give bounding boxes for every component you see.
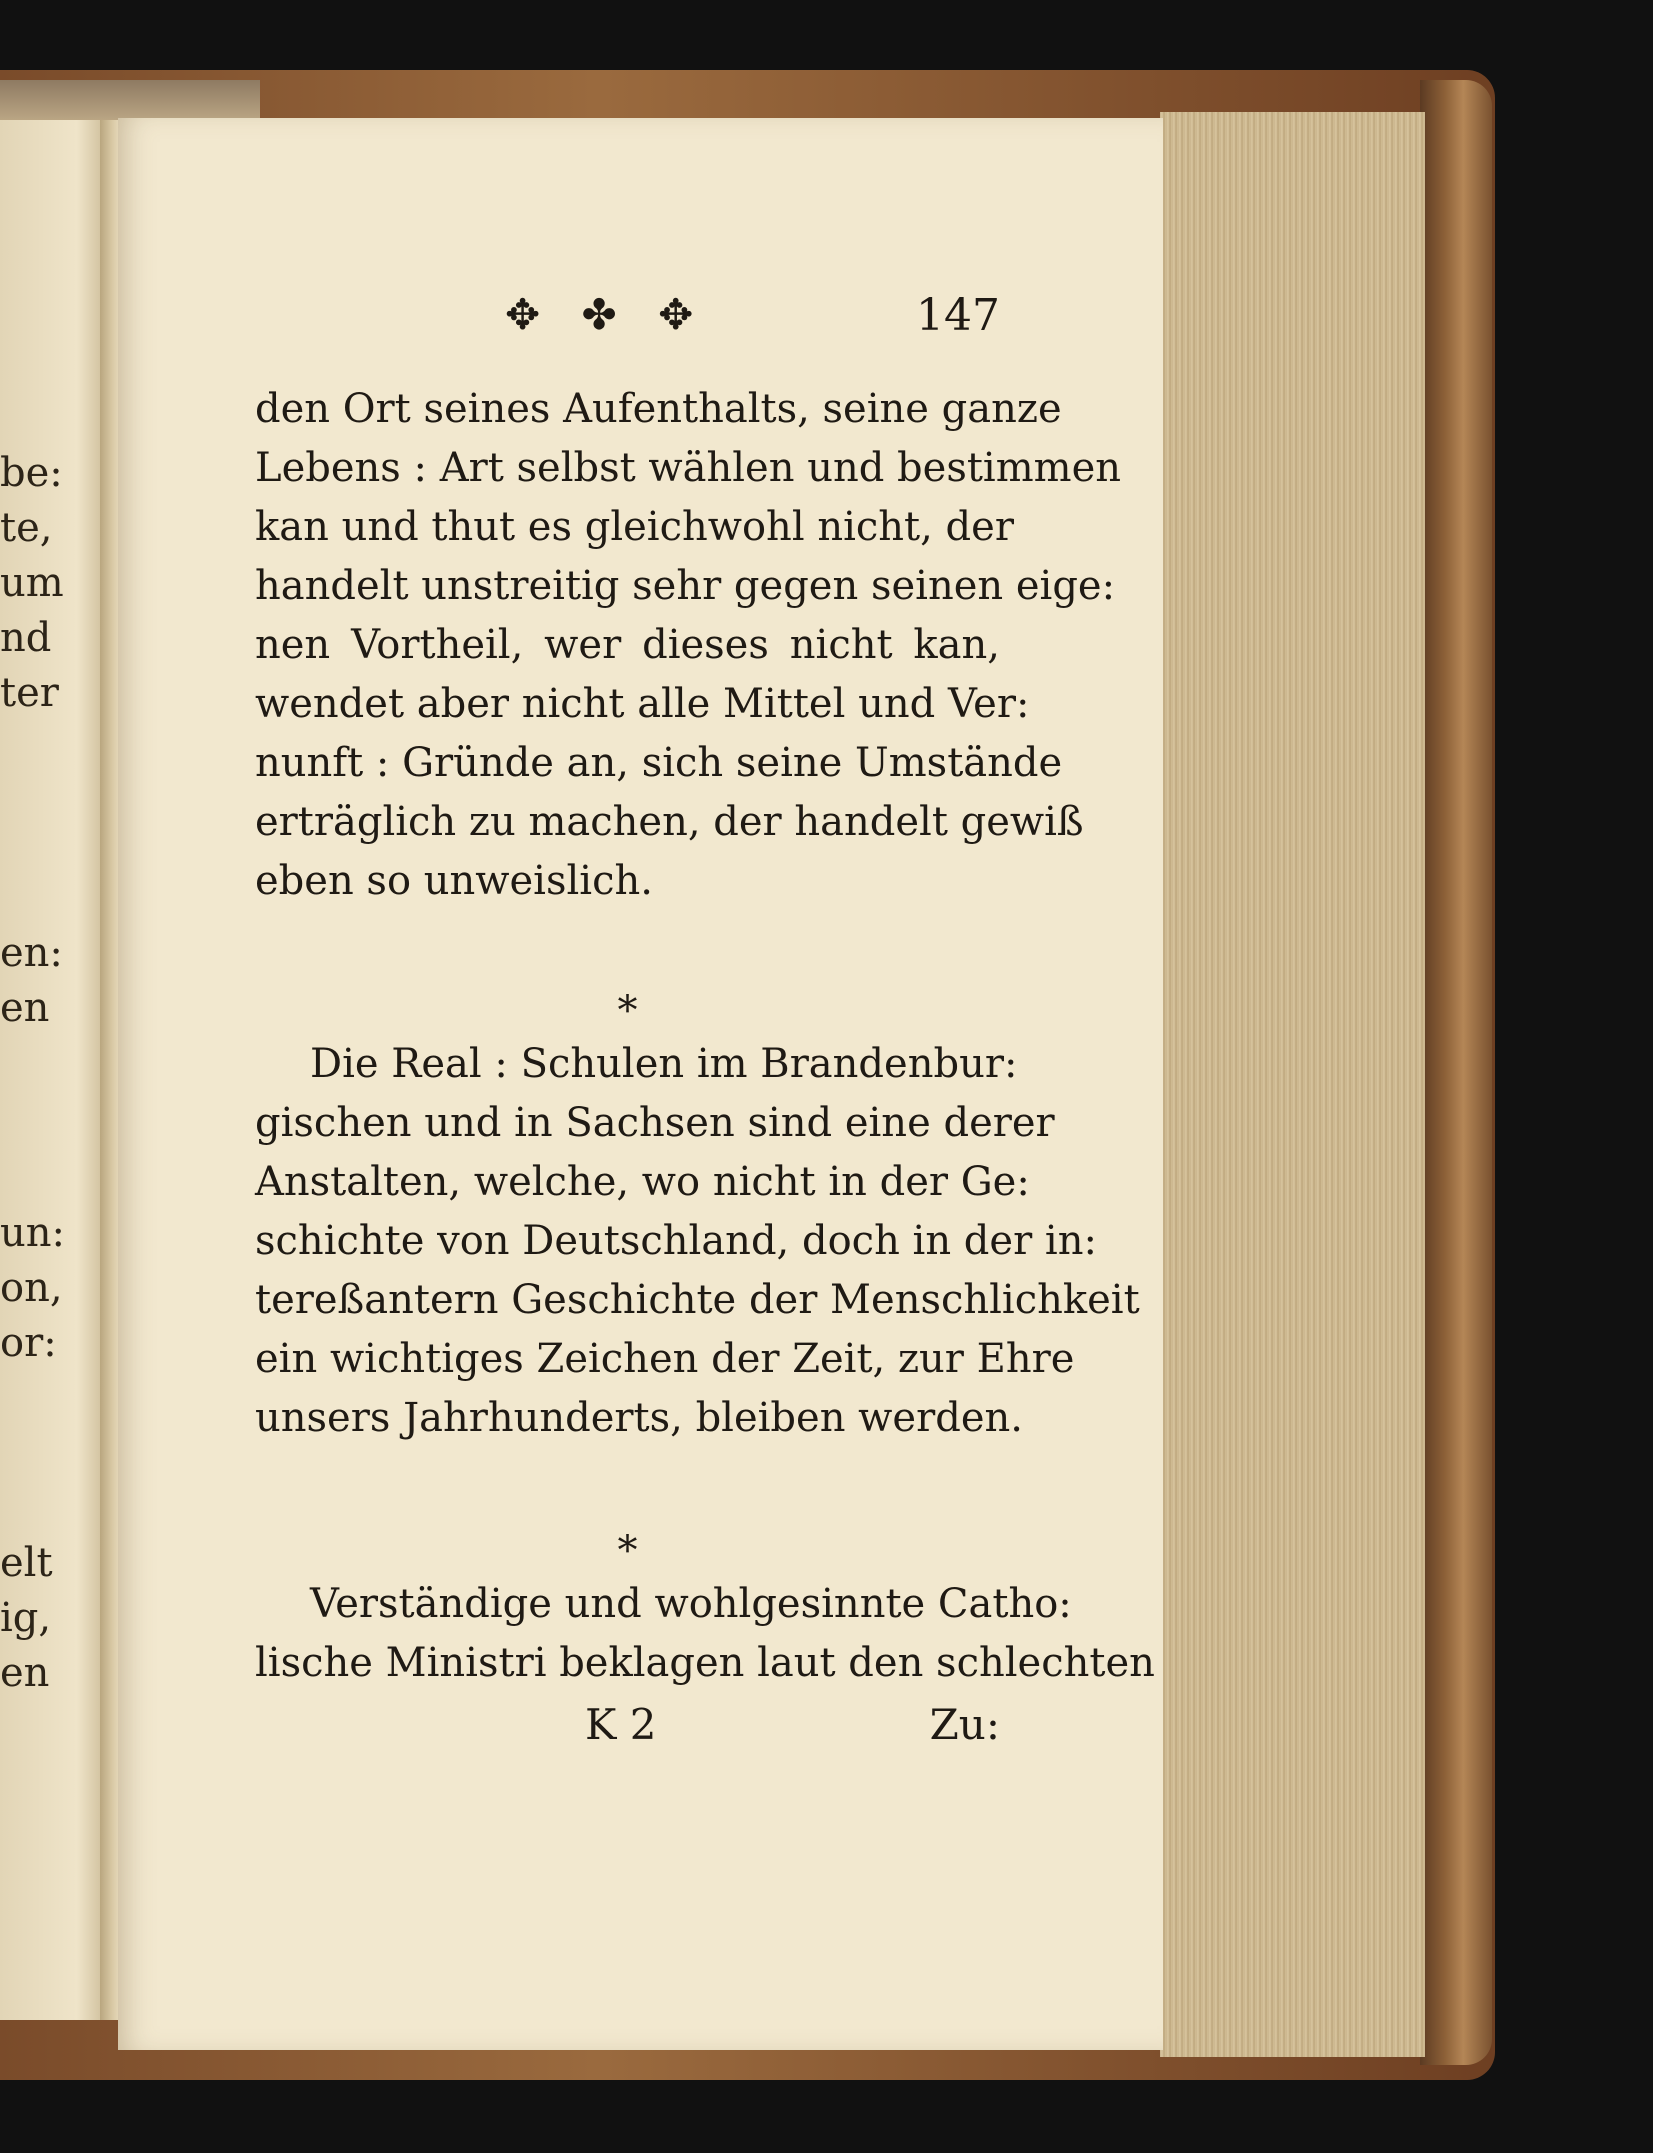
- left-page: [0, 120, 110, 2020]
- left-page-fragment: um: [0, 560, 64, 606]
- left-page-fragment: ig,: [0, 1595, 52, 1641]
- left-page-fragment: en: [0, 1650, 50, 1696]
- page-number: 147: [916, 290, 1000, 341]
- text-line: Anstalten, welche, wo nicht in der Ge:: [255, 1159, 1030, 1205]
- left-page-fragment: en: [0, 985, 50, 1031]
- book-cover-edge: [1420, 80, 1492, 2065]
- text-line: tereßantern Geschichte der Menschlichkeit: [255, 1277, 1140, 1323]
- asterisk-divider: *: [617, 988, 638, 1034]
- header-ornament: ✥ ✤ ✥: [505, 290, 708, 339]
- text-line: Lebens : Art selbst wählen und bestimmen: [255, 445, 1122, 491]
- paragraph-1: [255, 380, 1122, 911]
- paragraph-2: [255, 1035, 1140, 1448]
- text-line: Die Real : Schulen im Brandenbur:: [310, 1041, 1018, 1087]
- text-line: den Ort seines Aufenthalts, seine ganze: [255, 386, 1062, 432]
- page-edges: [1160, 112, 1425, 2057]
- text-line: schichte von Deutschland, doch in der in:: [255, 1218, 1097, 1264]
- catchword: Zu:: [929, 1700, 1000, 1749]
- text-line: Verständige und wohlgesinnte Catho:: [310, 1581, 1072, 1627]
- left-page-fragment: ter: [0, 670, 59, 716]
- paragraph-3: [255, 1575, 1155, 1693]
- text-line: eben so unweislich.: [255, 858, 653, 904]
- text-line: nen Vortheil, wer dieses nicht kan,: [255, 622, 1000, 668]
- left-page-fragment: be:: [0, 450, 63, 496]
- left-page-fragment: on,: [0, 1265, 63, 1311]
- text-line: erträglich zu machen, der handelt gewiß: [255, 799, 1084, 845]
- left-page-fragment: un:: [0, 1210, 65, 1256]
- left-page-fragment: nd: [0, 615, 52, 661]
- text-line: ein wichtiges Zeichen der Zeit, zur Ehre: [255, 1336, 1075, 1382]
- text-line: unsers Jahrhunderts, bleiben werden.: [255, 1395, 1023, 1441]
- text-line: gischen und in Sachsen sind eine derer: [255, 1100, 1055, 1146]
- left-page-fragment: en:: [0, 930, 63, 976]
- text-line: handelt unstreitig sehr gegen seinen eige:: [255, 563, 1116, 609]
- text-line: wendet aber nicht alle Mittel und Ver:: [255, 681, 1030, 727]
- asterisk-divider: *: [617, 1528, 638, 1574]
- text-line: kan und thut es gleichwohl nicht, der: [255, 504, 1014, 550]
- left-page-fragment: or:: [0, 1320, 57, 1366]
- page-header: [505, 290, 1000, 350]
- page-footer: [585, 1700, 1000, 1755]
- signature-mark: K 2: [585, 1700, 657, 1749]
- text-line: nunft : Gründe an, sich seine Umstände: [255, 740, 1063, 786]
- text-line: lische Ministri beklagen laut den schlechten: [255, 1640, 1155, 1686]
- left-page-fragment: te,: [0, 505, 53, 551]
- left-page-fragment: elt: [0, 1540, 53, 1586]
